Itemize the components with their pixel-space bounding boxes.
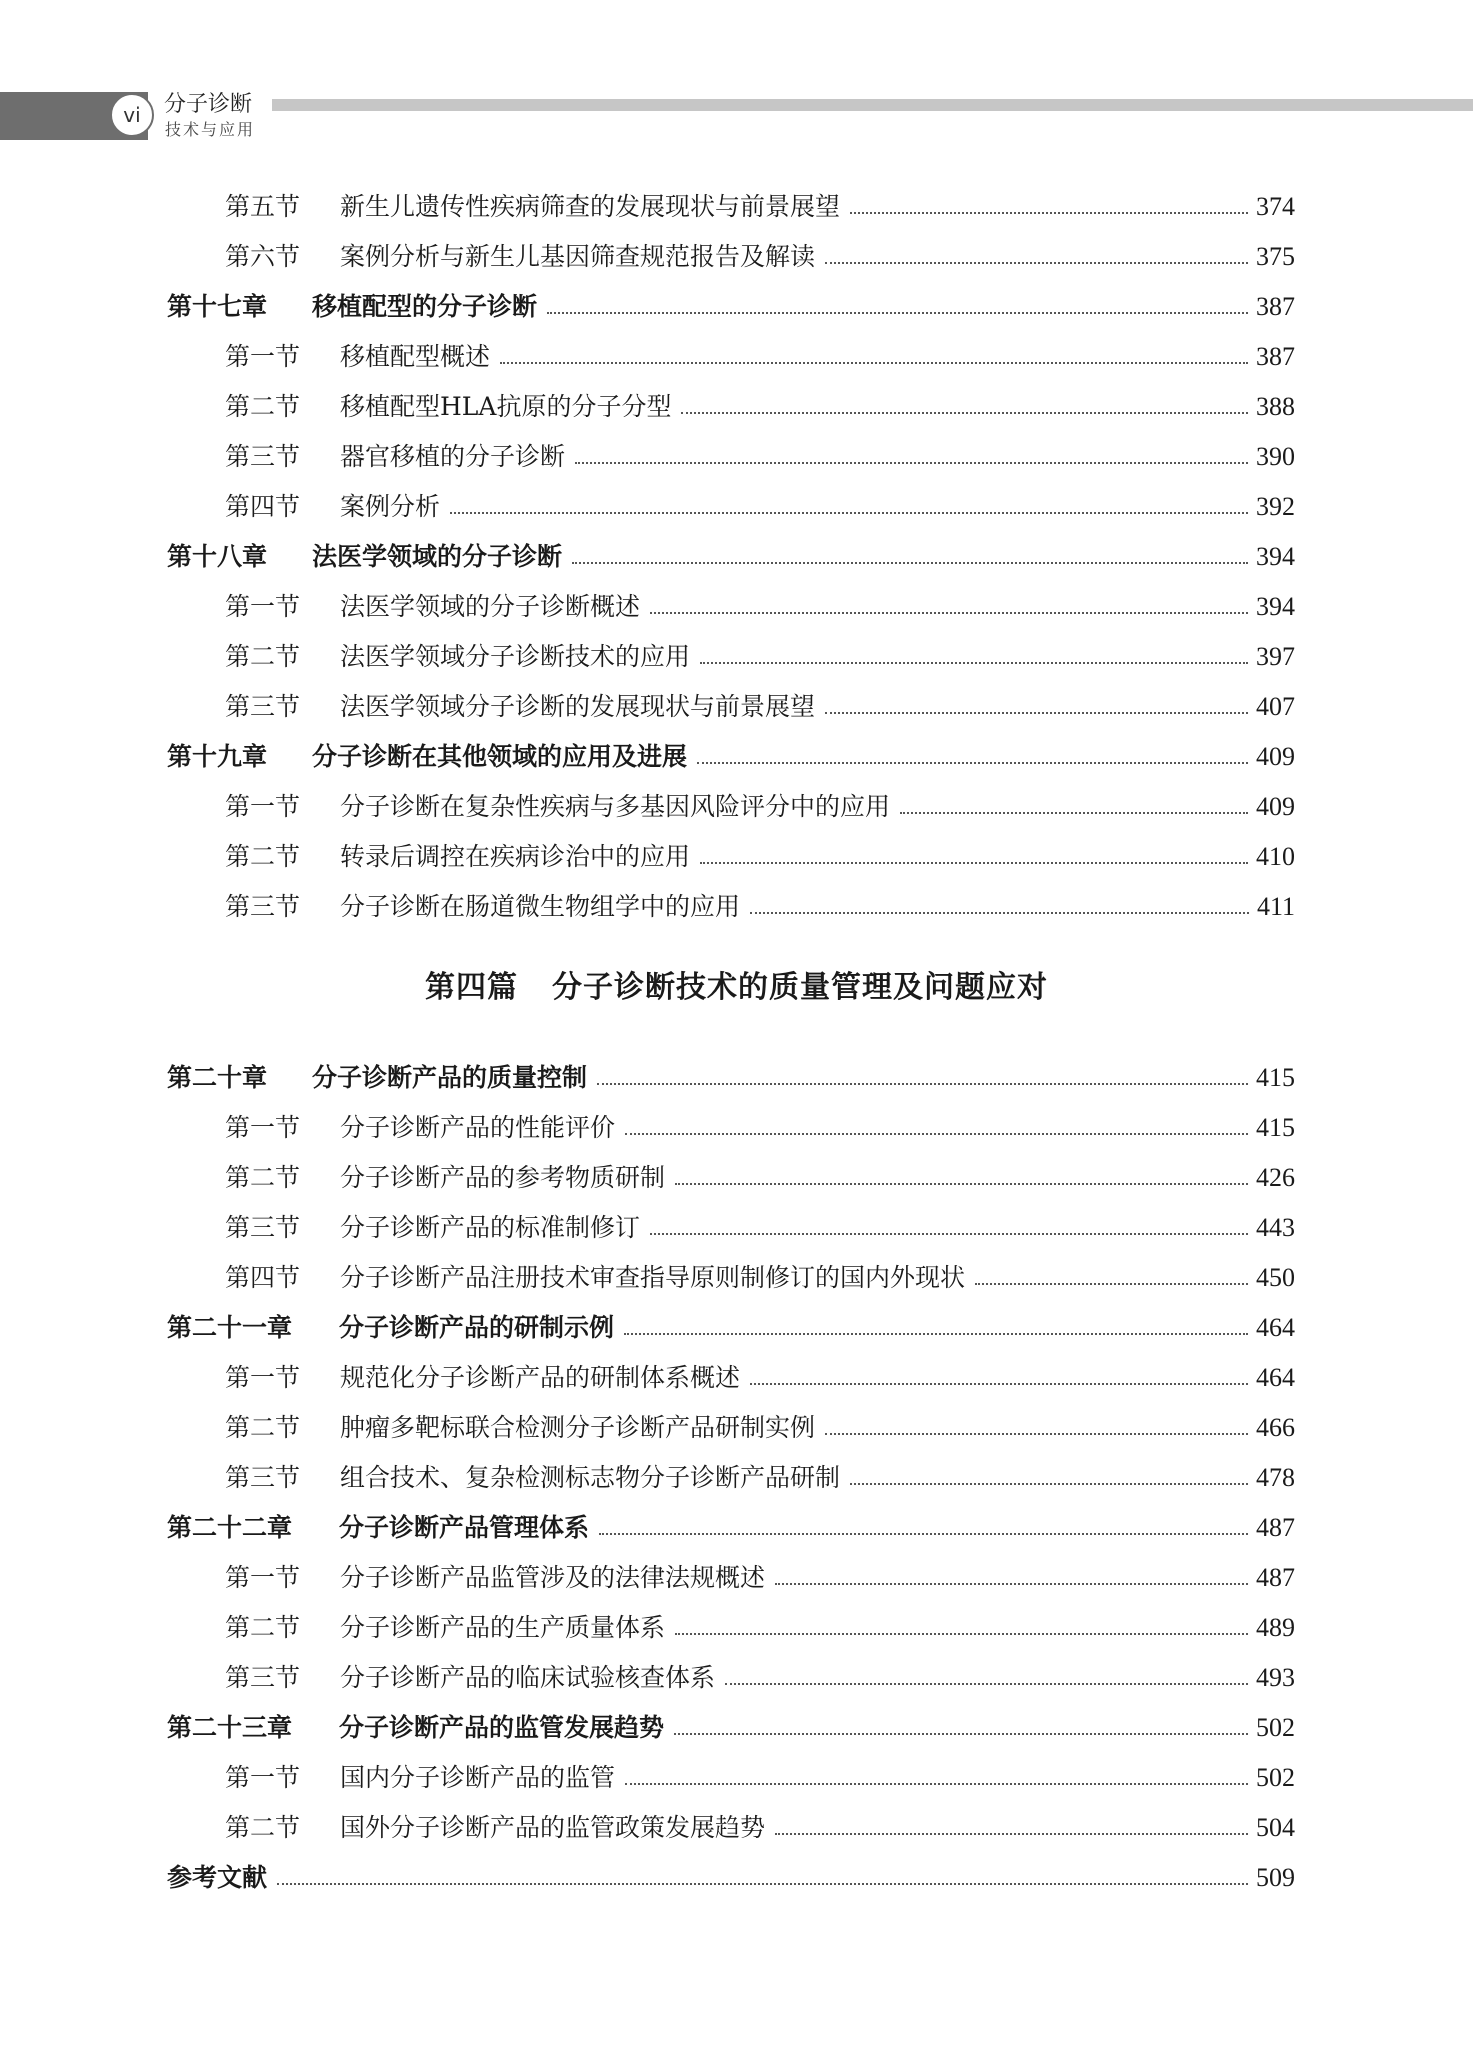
dot-leader [650,612,1248,614]
entry-page-number: 489 [1256,1613,1295,1642]
toc-chapter-entry[interactable] [0,533,1473,573]
toc-chapter-entry[interactable] [0,283,1473,323]
toc-section-entry[interactable] [0,683,1473,723]
entry-page-number: 394 [1256,542,1295,571]
entry-title: 分子诊断产品的监管发展趋势 [339,1713,665,1742]
entry-title: 法医学领域分子诊断技术的应用 [340,642,691,671]
entry-title: 分子诊断产品的生产质量体系 [340,1613,666,1642]
entry-title: 肿瘤多靶标联合检测分子诊断产品研制实例 [340,1413,816,1442]
toc-section-entry[interactable] [0,333,1473,373]
dot-leader [825,712,1248,714]
toc-section-entry[interactable] [0,1254,1473,1294]
dot-leader [900,812,1248,814]
toc-section-entry[interactable] [0,483,1473,523]
toc-section-entry[interactable] [0,1454,1473,1494]
toc-section-entry[interactable] [0,233,1473,273]
entry-number: 第三节 [225,892,301,921]
entry-title: 移植配型HLA抗原的分子分型 [340,392,672,421]
entry-page-number: 409 [1256,742,1295,771]
entry-page-number: 443 [1256,1213,1295,1242]
entry-page-number: 466 [1256,1413,1295,1442]
dot-leader [975,1283,1248,1285]
entry-page-number: 426 [1256,1163,1295,1192]
dot-leader [650,1233,1248,1235]
entry-page-number: 388 [1256,392,1295,421]
entry-page-number: 392 [1256,492,1295,521]
entry-page-number: 493 [1256,1663,1295,1692]
entry-title: 案例分析与新生儿基因筛查规范报告及解读 [340,242,816,271]
dot-leader [775,1583,1248,1585]
entry-page-number: 504 [1256,1813,1295,1842]
toc-section-entry[interactable] [0,433,1473,473]
entry-number: 第三节 [225,1213,301,1242]
entry-title: 分子诊断产品的研制示例 [339,1313,615,1342]
dot-leader [675,1183,1248,1185]
entry-page-number: 410 [1256,842,1295,871]
entry-page-number: 487 [1256,1513,1295,1542]
toc-chapter-entry[interactable] [0,733,1473,773]
entry-number: 第一节 [225,342,301,371]
entry-number: 第四节 [225,1263,301,1292]
page-number-badge: vi [110,93,154,137]
book-subtitle: 技术与应用 [165,120,256,139]
dot-leader [697,762,1248,764]
entry-title: 转录后调控在疾病诊治中的应用 [340,842,691,871]
dot-leader [850,1483,1248,1485]
dot-leader [575,462,1248,464]
toc-section-entry[interactable] [0,783,1473,823]
dot-leader [625,1783,1248,1785]
toc-section-entry[interactable] [0,383,1473,423]
entry-title: 分子诊断产品的临床试验核查体系 [340,1663,716,1692]
dot-leader [572,562,1248,564]
entry-page-number: 464 [1256,1363,1295,1392]
entry-number: 第十八章 [167,542,268,571]
dot-leader [850,212,1248,214]
entry-number: 第二节 [225,642,301,671]
entry-title: 新生儿遗传性疾病筛查的发展现状与前景展望 [340,192,841,221]
entry-title: 分子诊断在其他领域的应用及进展 [312,742,688,771]
entry-title: 分子诊断在复杂性疾病与多基因风险评分中的应用 [340,792,891,821]
toc-section-entry[interactable] [0,183,1473,223]
entry-title: 分子诊断产品监管涉及的法律法规概述 [340,1563,766,1592]
entry-number: 第三节 [225,692,301,721]
entry-title: 国外分子诊断产品的监管政策发展趋势 [340,1813,766,1842]
entry-title: 案例分析 [340,492,441,521]
entry-title: 分子诊断产品的参考物质研制 [340,1163,666,1192]
entry-title: 法医学领域分子诊断的发展现状与前景展望 [340,692,816,721]
entry-number: 第二节 [225,1163,301,1192]
entry-page-number: 394 [1256,592,1295,621]
entry-title: 参考文献 [167,1863,268,1892]
toc-section-entry[interactable] [0,583,1473,623]
toc-section-entry[interactable] [0,1754,1473,1794]
dot-leader [700,662,1248,664]
dot-leader [750,912,1249,914]
entry-number: 第二节 [225,1413,301,1442]
entry-page-number: 387 [1256,342,1295,371]
entry-number: 第三节 [225,442,301,471]
entry-title: 组合技术、复杂检测标志物分子诊断产品研制 [340,1463,841,1492]
dot-leader [825,262,1248,264]
toc-section-entry[interactable] [0,1554,1473,1594]
entry-title: 分子诊断产品管理体系 [339,1513,590,1542]
entry-number: 第二十二章 [167,1513,293,1542]
entry-number: 第二节 [225,392,301,421]
dot-leader [825,1433,1248,1435]
entry-number: 第二节 [225,1613,301,1642]
entry-page-number: 397 [1256,642,1295,671]
entry-page-number: 407 [1256,692,1295,721]
header-rule [272,99,1473,111]
toc-section-entry[interactable] [0,1604,1473,1644]
entry-number: 第十七章 [167,292,268,321]
entry-number: 第一节 [225,1113,301,1142]
dot-leader [450,512,1248,514]
entry-page-number: 387 [1256,292,1295,321]
entry-page-number: 450 [1256,1263,1295,1292]
entry-title: 移植配型概述 [340,342,491,371]
entry-page-number: 487 [1256,1563,1295,1592]
dot-leader [597,1083,1248,1085]
entry-number: 第二节 [225,842,301,871]
toc-chapter-entry[interactable] [0,1054,1473,1094]
toc-section-entry[interactable] [0,1654,1473,1694]
dot-leader [681,412,1248,414]
entry-number: 第一节 [225,1363,301,1392]
book-title: 分子诊断 [164,92,253,117]
entry-page-number: 502 [1256,1713,1295,1742]
toc-section-entry[interactable] [0,1104,1473,1144]
toc-section-entry[interactable] [0,633,1473,673]
entry-number: 第二十一章 [167,1313,293,1342]
entry-page-number: 509 [1256,1863,1295,1892]
dot-leader [725,1683,1248,1685]
entry-number: 第一节 [225,1563,301,1592]
dot-leader [775,1833,1248,1835]
dot-leader [750,1383,1248,1385]
toc-section-entry[interactable] [0,1804,1473,1844]
entry-page-number: 464 [1256,1313,1295,1342]
entry-number: 第三节 [225,1463,301,1492]
entry-page-number: 375 [1256,242,1295,271]
toc-chapter-entry[interactable] [0,1304,1473,1344]
toc-section-entry[interactable] [0,1154,1473,1194]
entry-page-number: 390 [1256,442,1295,471]
entry-page-number: 478 [1256,1463,1295,1492]
entry-title: 分子诊断产品的标准制修订 [340,1213,641,1242]
dot-leader [547,312,1248,314]
toc-chapter-entry[interactable] [0,1504,1473,1544]
dot-leader [624,1333,1248,1335]
entry-number: 第二节 [225,1813,301,1842]
entry-number: 第十九章 [167,742,268,771]
entry-title: 移植配型的分子诊断 [312,292,538,321]
toc-chapter-entry[interactable] [0,1854,1473,1894]
entry-number: 第六节 [225,242,301,271]
entry-title: 法医学领域的分子诊断 [312,542,563,571]
toc-section-entry[interactable] [0,1404,1473,1444]
entry-page-number: 409 [1256,792,1295,821]
entry-number: 第一节 [225,792,301,821]
entry-number: 第四节 [225,492,301,521]
toc-section-entry[interactable] [0,1204,1473,1244]
entry-page-number: 415 [1256,1113,1295,1142]
dot-leader [700,862,1248,864]
entry-page-number: 502 [1256,1763,1295,1792]
entry-title: 分子诊断产品注册技术审查指导原则制修订的国内外现状 [340,1263,966,1292]
dot-leader [625,1133,1248,1135]
toc-section-entry[interactable] [0,883,1473,923]
entry-number: 第二十章 [167,1063,268,1092]
entry-title: 规范化分子诊断产品的研制体系概述 [340,1363,741,1392]
toc-section-entry[interactable] [0,833,1473,873]
dot-leader [277,1883,1248,1885]
entry-title: 分子诊断产品的性能评价 [340,1113,616,1142]
entry-title: 法医学领域的分子诊断概述 [340,592,641,621]
entry-title: 国内分子诊断产品的监管 [340,1763,616,1792]
entry-number: 第一节 [225,1763,301,1792]
part-heading [0,962,1473,1006]
dot-leader [674,1733,1248,1735]
part-title: 分子诊断技术的质量管理及问题应对 [552,970,1048,1005]
entry-title: 器官移植的分子诊断 [340,442,566,471]
dot-leader [599,1533,1248,1535]
entry-number: 第一节 [225,592,301,621]
part-label: 第四篇 [425,970,518,1005]
entry-title: 分子诊断在肠道微生物组学中的应用 [340,892,741,921]
toc-chapter-entry[interactable] [0,1704,1473,1744]
dot-leader [675,1633,1248,1635]
entry-number: 第二十三章 [167,1713,293,1742]
entry-title: 分子诊断产品的质量控制 [312,1063,588,1092]
entry-number: 第五节 [225,192,301,221]
entry-page-number: 415 [1256,1063,1295,1092]
dot-leader [500,362,1248,364]
entry-page-number: 374 [1256,192,1295,221]
toc-section-entry[interactable] [0,1354,1473,1394]
entry-page-number: 411 [1256,892,1295,921]
entry-number: 第三节 [225,1663,301,1692]
